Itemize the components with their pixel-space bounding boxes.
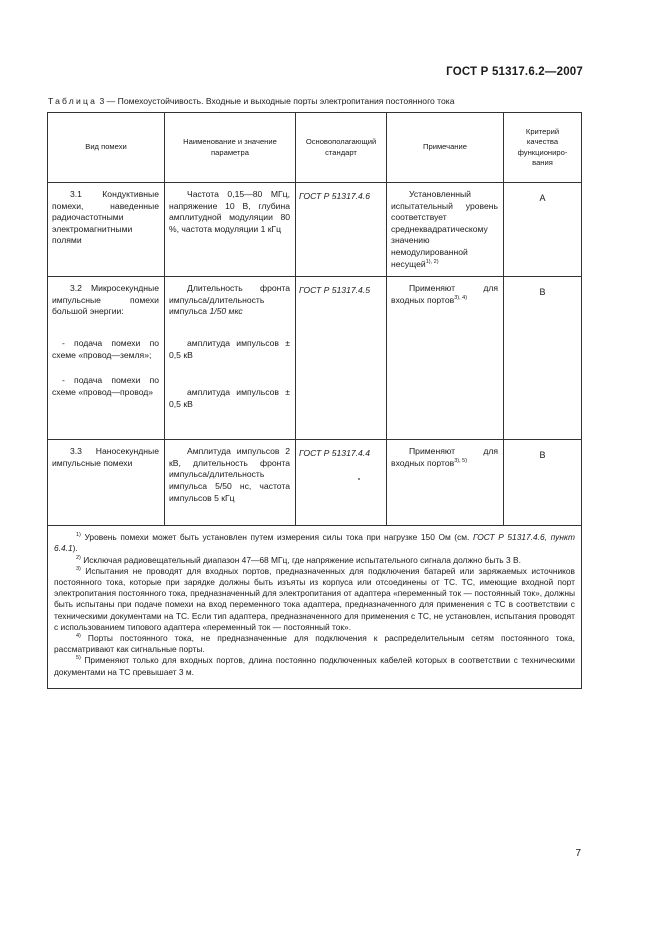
table-header-row: [48, 113, 582, 183]
row2-param-text: Длительность фронта импульса/длительность импульса: [169, 283, 290, 317]
footnotes: [48, 526, 581, 688]
footnote-3-marker: 3): [76, 565, 81, 572]
header-basic-standard: Основополагающий стандарт: [296, 113, 387, 183]
footnote-4-marker: 4): [76, 633, 81, 640]
table-caption-title: — Помехоустойчивость. Входные и выходные порты электропитания постоянного тока: [106, 96, 455, 106]
row3-standard: ГОСТ Р 51317.4.4: [299, 448, 370, 459]
footnote-2-text: Исключая радиовещательный диапазон 47—68 МГц, где напряжение испытательного сигнала должно быть 3 В.: [83, 554, 521, 565]
row1-note-footnote-ref: 1), 2): [425, 258, 439, 265]
header-note: Примечание: [387, 113, 504, 183]
row2-standard: ГОСТ Р 51317.4.5: [299, 285, 370, 296]
row2-type-cell: [48, 277, 165, 440]
row1-criterion: А: [539, 193, 546, 203]
header-criterion: Критерий качества функциониро-вания: [504, 113, 582, 183]
header-parameter: Наименование и значение параметра: [165, 113, 296, 183]
document-standard-header: ГОСТ Р 51317.6.2—2007: [446, 66, 583, 78]
row2-type-sub2: - подача помехи по схеме «провод—провод»: [52, 375, 159, 397]
row3-note-text: Применяют для входных портов: [391, 446, 498, 468]
table-row: [48, 440, 582, 526]
footnote-3-text: Испытания не проводят для входных портов, предназначенных для подключения батарей или заряжаемых источников постоянного тока, которые при зарядке должны быть изъяты из корпуса или отсоединены от ТС. ТС, имеющие входной порт электропитания постоянного тока, предназначенный для электропитания от адаптера «переменный ток — постоянный ток», должны быть испытаны при подаче помехи на вход переменного тока адаптера, предназначенного для применения с ТС в соответствии с техническими документами на ТС. Если тип адаптера, предназначенного для применения с ТС, не установлен, испытания проводят с использованием типового адаптера «переменный ток — постоянный ток».: [54, 565, 576, 632]
footnote-1-marker: 1): [76, 532, 81, 539]
row3-criterion: В: [539, 450, 546, 461]
immunity-table: [47, 112, 582, 689]
row3-type-cell: [48, 440, 165, 526]
table-row: [48, 277, 582, 440]
header-disturbance-type: Вид помехи: [48, 113, 165, 183]
table-caption-number: 3: [99, 96, 105, 106]
row3-note-footnote-ref: 3), 5): [454, 457, 468, 464]
row1-type-cell: [48, 183, 165, 277]
footnote-1-text: Уровень помехи может быть установлен путем измерения силы тока при нагрузке 150 Ом (см.: [84, 532, 470, 543]
row1-param: Частота 0,15—80 МГц, напряжение 10 В, глубина амплитудной модуляции 80 %, частота модуляции 1 кГц: [169, 189, 290, 234]
footnote-4: [54, 633, 575, 655]
row2-note-cell: [387, 277, 504, 440]
footnote-2: [54, 555, 575, 566]
footnote-3: [54, 566, 575, 633]
table-caption: [48, 96, 455, 106]
row2-param-cell: [165, 277, 296, 440]
footnote-1-italic: ГОСТ Р 51317.4.6, пункт 6.4.1: [54, 532, 576, 554]
footnote-4-text: Порты постоянного тока, не предназначенные для подключения к распределительным сетям постоянного тока, рассматривают как сигнальные порты.: [54, 632, 576, 655]
row2-type: 3.2 Микросекундные импульсные помехи большой энергии:: [52, 283, 159, 317]
scan-speck: [358, 478, 360, 480]
row3-type: 3.3 Наносекундные импульсные помехи: [52, 446, 159, 468]
row3-criterion-cell: [504, 440, 582, 526]
row2-type-sub1: - подача помехи по схеме «провод—земля»;: [52, 337, 159, 360]
footnote-5: [54, 655, 575, 677]
row2-param-sub1: амплитуда импульсов ± 0,5 кВ: [169, 337, 290, 360]
row1-standard: ГОСТ Р 51317.4.6: [299, 191, 370, 201]
table-row: [48, 183, 582, 277]
row2-note: [387, 277, 503, 312]
row1-note-cell: [387, 183, 504, 277]
row1-note-text: Установленный испытательный уровень соответствует среднеквадратическому значению немодулированной несущей: [391, 189, 498, 269]
footnotes-cell: [48, 526, 582, 689]
table-caption-label: Таблица: [48, 96, 98, 106]
row2-note-footnote-ref: 3), 4): [454, 294, 468, 301]
row1-criterion-cell: [504, 183, 582, 277]
footnote-1: [54, 532, 575, 554]
row3-standard-cell: [296, 440, 387, 526]
footnote-1-tail: ).: [72, 543, 78, 554]
row2-param: [165, 277, 295, 324]
row3-note: [387, 440, 503, 475]
row2-param-sub2: амплитуда импульсов ± 0,5 кВ: [169, 387, 290, 409]
row2-param-italic: 1/50 мкс: [209, 306, 243, 317]
row1-param-cell: [165, 183, 296, 277]
row2-note-text: Применяют для входных портов: [391, 283, 498, 305]
footnotes-row: [48, 526, 582, 689]
page-number: 7: [575, 848, 581, 859]
row1-note: [387, 183, 503, 276]
row2-standard-cell: [296, 277, 387, 440]
footnote-2-marker: 2): [76, 554, 81, 561]
footnote-5-marker: 5): [76, 655, 81, 662]
row1-type: 3.1 Кондуктивные помехи, наведенные радиочастотными электромагнитными полями: [52, 189, 159, 246]
row3-param-cell: [165, 440, 296, 526]
row2-criterion: В: [539, 287, 546, 298]
row2-criterion-cell: [504, 277, 582, 440]
row3-param: Амплитуда импульсов 2 кВ, длительность фронта импульса/длительность импульса 5/50 нс, частота импульсов 5 кГц: [169, 446, 290, 503]
row3-note-cell: [387, 440, 504, 526]
footnote-5-text: Применяют только для входных портов, длина постоянно подключенных кабелей которых в соответствии с техническими документами на ТС превышает 3 м.: [54, 655, 575, 677]
row1-standard-cell: [296, 183, 387, 277]
